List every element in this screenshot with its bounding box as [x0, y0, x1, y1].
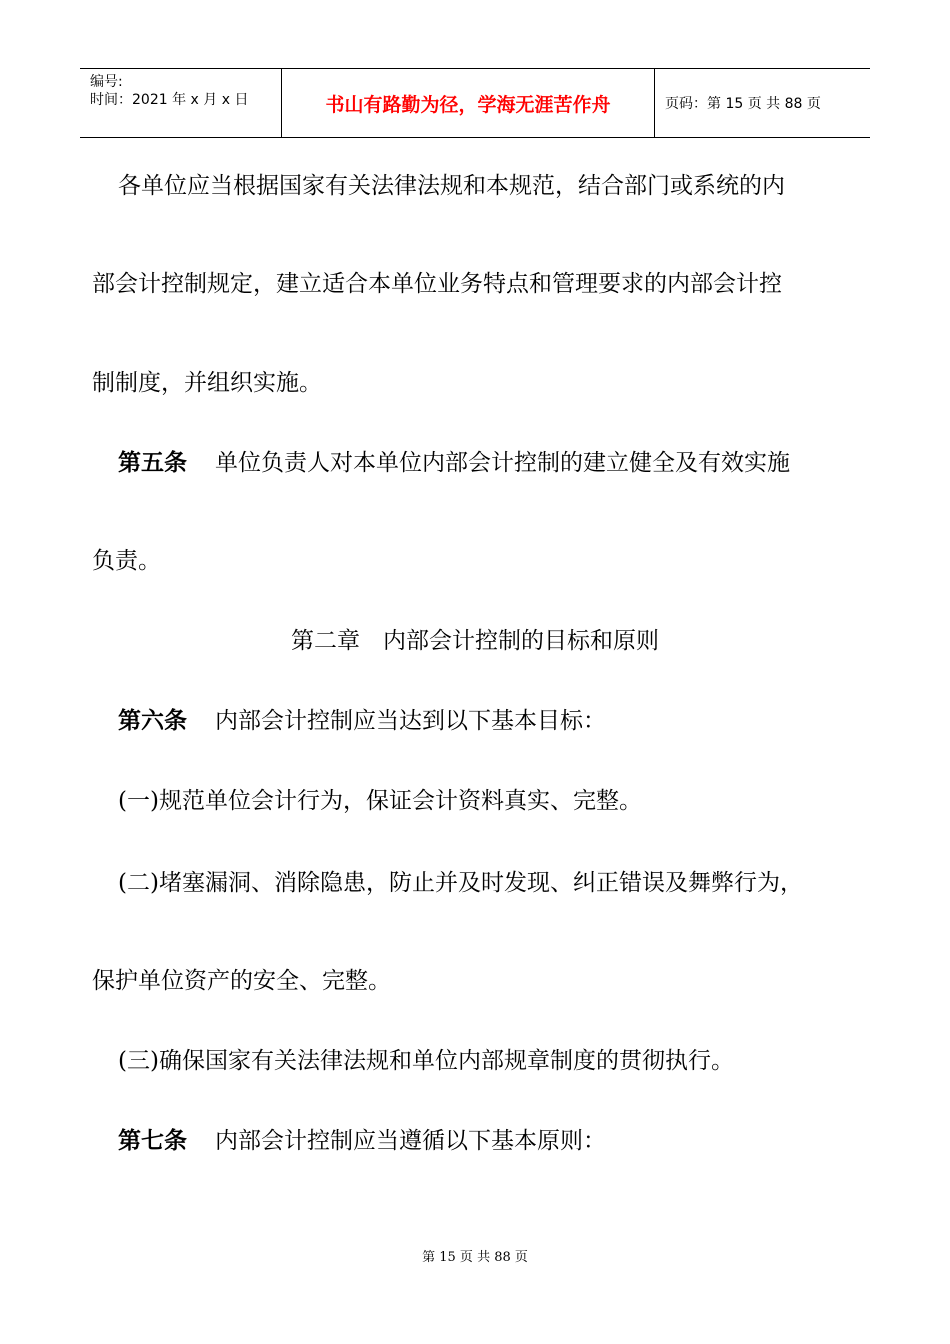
- chapter-heading: 第二章 内部会计控制的目标和原则: [291, 628, 659, 654]
- article-text: 单位负责人对本单位内部会计控制的建立健全及有效实施: [215, 450, 790, 476]
- motto-text: 书山有路勤为径，学海无涯苦作舟: [325, 93, 611, 116]
- article-title: 第六条: [118, 707, 187, 734]
- header-table: [80, 68, 870, 138]
- page-label: 页码：第 15 页 共 88 页: [665, 96, 821, 112]
- article-6: [118, 706, 898, 736]
- header-page-cell: [655, 69, 870, 137]
- page-footer: 第 15 页 共 88 页: [422, 1250, 528, 1265]
- article-title: 第五条: [118, 449, 187, 476]
- article-title: 第七条: [118, 1127, 187, 1154]
- list-item: (一)规范单位会计行为，保证会计资料真实、完整。: [118, 788, 642, 814]
- article-5: [118, 448, 898, 478]
- paragraph-line: 负责。: [92, 548, 161, 574]
- article-text: 内部会计控制应当遵循以下基本原则：: [215, 1128, 606, 1154]
- article-text: 内部会计控制应当达到以下基本目标：: [215, 708, 606, 734]
- header-info-cell: [80, 69, 282, 137]
- time-label: 时间：2021 年 x 月 x 日: [90, 92, 249, 108]
- article-7: [118, 1126, 898, 1156]
- number-label: 编号:: [90, 74, 123, 90]
- list-item: (三)确保国家有关法律法规和单位内部规章制度的贯彻执行。: [118, 1048, 734, 1074]
- paragraph-line: 制制度，并组织实施。: [92, 370, 322, 396]
- list-item: (二)堵塞漏洞、消除隐患，防止并及时发现、纠正错误及舞弊行为，: [118, 870, 803, 896]
- paragraph-line: 各单位应当根据国家有关法律法规和本规范，结合部门或系统的内: [118, 173, 785, 199]
- paragraph-line: 保护单位资产的安全、完整。: [92, 968, 391, 994]
- header-motto-cell: [282, 69, 655, 137]
- paragraph-line: 部会计控制规定，建立适合本单位业务特点和管理要求的内部会计控: [92, 271, 782, 297]
